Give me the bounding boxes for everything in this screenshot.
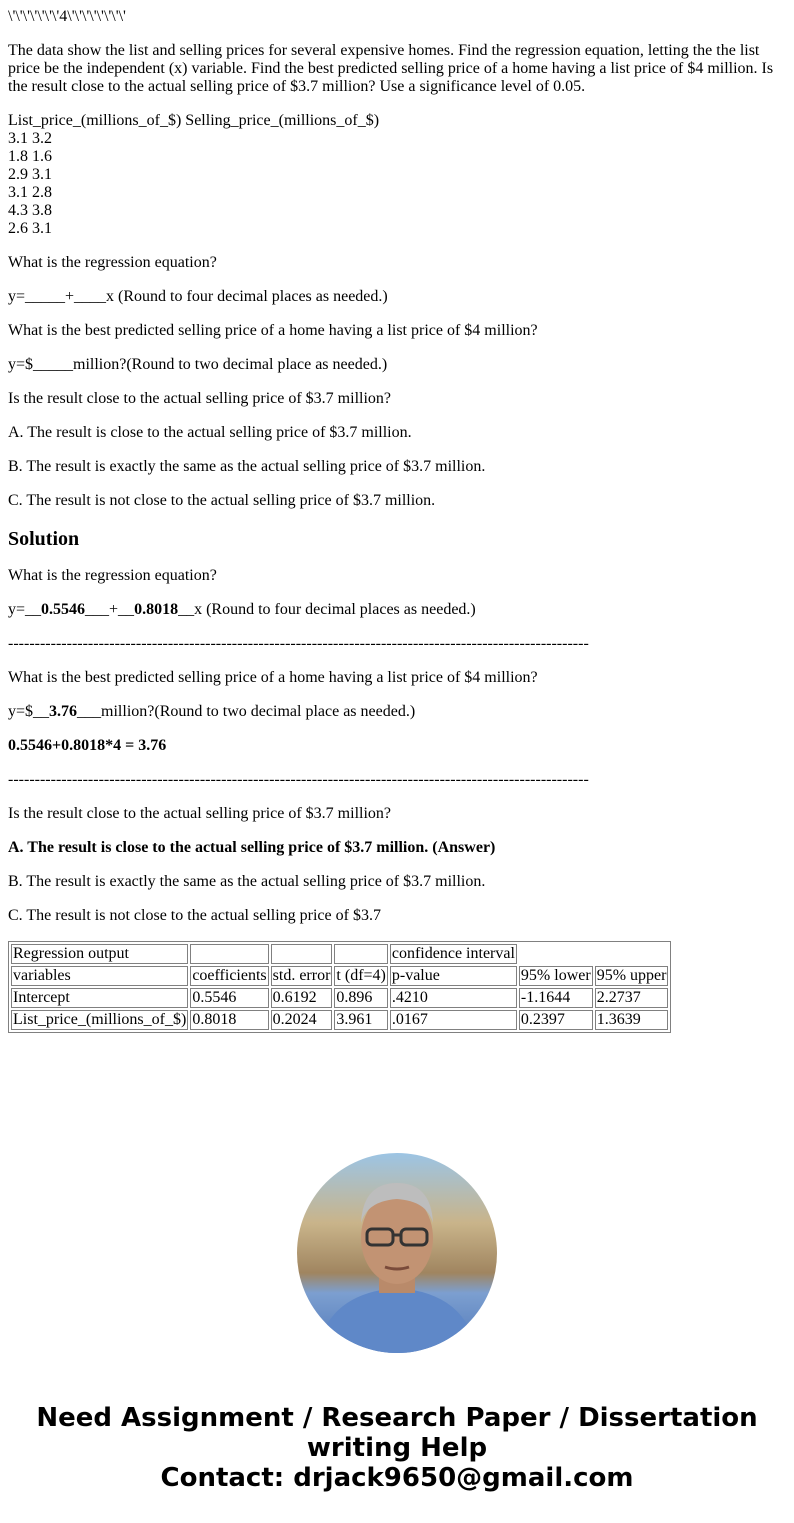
- table-cell: 0.2397: [519, 1010, 593, 1030]
- table-cell: variables: [11, 966, 188, 986]
- table-cell: t (df=4): [336, 967, 386, 984]
- solution-price: y=$__3.76___million?(Round to two decimal place as needed.): [8, 703, 416, 720]
- table-cell: 0.896: [334, 988, 387, 1008]
- question-3: Is the result close to the actual selling price of $3.7 million?: [8, 390, 392, 407]
- table-cell: confidence interval: [391, 945, 515, 962]
- data-line: 2.6 3.1: [8, 220, 52, 237]
- avatar: [297, 1153, 497, 1353]
- option-a: A. The result is close to the actual selling price of $3.7 million.: [8, 424, 412, 441]
- table-cell: 0.5546: [190, 988, 268, 1008]
- table-cell: Regression output: [11, 944, 188, 964]
- data-line: 4.3 3.8: [8, 202, 52, 219]
- table-cell: .4210: [390, 988, 517, 1008]
- table-cell: 1.3639: [595, 1010, 669, 1030]
- table-cell: [190, 944, 268, 964]
- data-line: 3.1 3.2: [8, 130, 52, 147]
- data-line: 3.1 2.8: [8, 184, 52, 201]
- table-cell: 2.2737: [595, 988, 669, 1008]
- table-cell: List_price_(millions_of_$): [13, 1011, 187, 1028]
- footer-contact: Contact: drjack9650@gmail.com: [160, 1463, 634, 1493]
- table-cell: -1.1644: [519, 988, 593, 1008]
- table-cell: 95% lower: [520, 967, 591, 984]
- data-list: [8, 112, 786, 238]
- table-row: [11, 944, 668, 964]
- question-2-blank: y=$_____million?(Round to two decimal place as needed.): [8, 356, 388, 373]
- table-cell: 3.961: [334, 1010, 387, 1030]
- solution-option-b: B. The result is exactly the same as the actual selling price of $3.7 million.: [8, 873, 486, 890]
- footer-promo-text: Need Assignment / Research Paper / Dissertation writing Help: [36, 1403, 758, 1463]
- table-row: [11, 966, 668, 986]
- question-2: What is the best predicted selling price of a home having a list price of $4 million?: [8, 322, 538, 339]
- solution-calculation: 0.5546+0.8018*4 = 3.76: [8, 737, 167, 754]
- separator: -------------------------------------------------------------------------------------------------------------: [8, 771, 589, 788]
- data-line: 2.9 3.1: [8, 166, 52, 183]
- solution-option-c: C. The result is not close to the actual selling price of $3.7: [8, 907, 381, 924]
- table-cell: coefficients: [192, 967, 267, 984]
- table-cell: [334, 944, 387, 964]
- data-line: 1.8 1.6: [8, 148, 52, 165]
- option-c: C. The result is not close to the actual selling price of $3.7 million.: [8, 492, 436, 509]
- table-cell: 95% upper: [596, 967, 667, 984]
- person-photo-icon: [297, 1153, 497, 1353]
- solution-heading: Solution: [8, 528, 80, 550]
- table-cell: 0.2024: [271, 1010, 333, 1030]
- solution-equation: y=__0.5546___+__0.8018__x (Round to four decimal places as needed.): [8, 601, 476, 618]
- table-cell: .0167: [390, 1010, 517, 1030]
- data-line: List_price_(millions_of_$) Selling_price_(millions_of_$): [8, 112, 380, 129]
- table-cell: [271, 944, 333, 964]
- solution-q3: Is the result close to the actual selling price of $3.7 million?: [8, 805, 392, 822]
- question-intro: The data show the list and selling prices for several expensive homes. Find the regression equation, letting the the list price be the independent (x) variable. Find the best predicted selling price of a home having a list price of $4 million. Is the result close to the actual selling price of $3.7 million? Use a significance level of 0.05.: [8, 42, 774, 95]
- table-row: [11, 988, 668, 1008]
- option-b: B. The result is exactly the same as the actual selling price of $3.7 million.: [8, 458, 486, 475]
- table-cell: p-value: [390, 966, 517, 986]
- solution-q1: What is the regression equation?: [8, 567, 217, 584]
- solution-answer: A. The result is close to the actual selling price of $3.7 million. (Answer): [8, 839, 496, 856]
- table-cell: Intercept: [11, 988, 188, 1008]
- table-cell: 0.6192: [271, 988, 333, 1008]
- table-cell: 0.8018: [190, 1010, 268, 1030]
- question-1-blank: y=_____+____x (Round to four decimal places as needed.): [8, 288, 388, 305]
- solution-q2: What is the best predicted selling price of a home having a list price of $4 million?: [8, 669, 538, 686]
- table-cell: std. error: [272, 967, 331, 984]
- regression-table: [8, 941, 671, 1033]
- table-row: [11, 1010, 668, 1030]
- header-text: \'\'\'\'\'\'\'4\'\'\'\'\'\'\'\': [8, 8, 126, 25]
- footer: [0, 1403, 794, 1523]
- question-1: What is the regression equation?: [8, 254, 217, 271]
- separator: -------------------------------------------------------------------------------------------------------------: [8, 635, 589, 652]
